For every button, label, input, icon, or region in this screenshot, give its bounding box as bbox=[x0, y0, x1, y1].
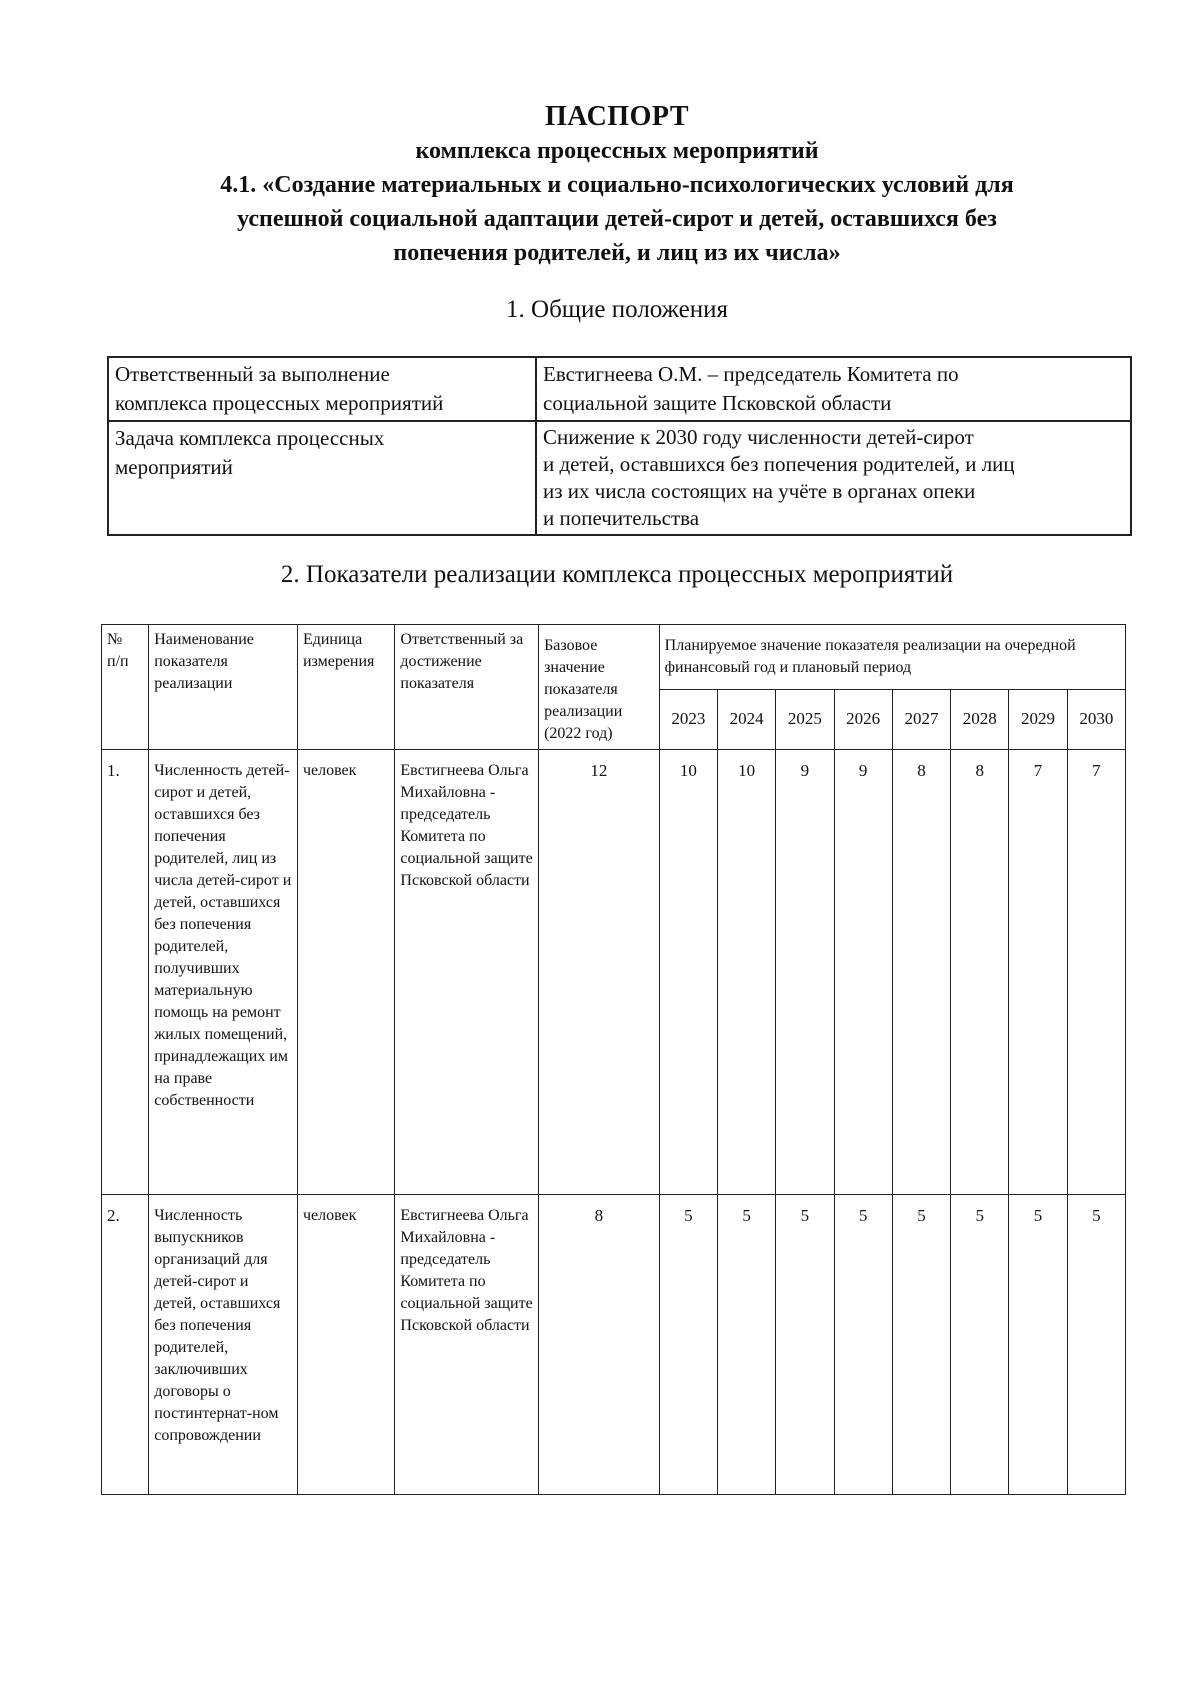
header-text: п/п bbox=[107, 653, 129, 670]
value-line: социальной защите Псковской области bbox=[543, 391, 892, 415]
document-header bbox=[0, 100, 1200, 270]
complex-name-line-1: 4.1. «Создание материальных и социально-психологических условий для bbox=[220, 172, 1014, 198]
column-header-base-value: Базовое значение показателя реализации (2022 год) bbox=[539, 625, 660, 750]
indicator-value-2029: 7 bbox=[1009, 750, 1067, 1195]
column-header-planned: Планируемое значение показателя реализации на очередной финансовый год и плановый период bbox=[659, 625, 1125, 690]
indicator-value-2026: 9 bbox=[834, 750, 892, 1195]
indicator-value-2023: 5 bbox=[659, 1195, 717, 1495]
indicator-value-2027: 5 bbox=[892, 1195, 950, 1495]
year-header: 2024 bbox=[717, 689, 775, 749]
general-value-cell bbox=[536, 357, 1131, 421]
row-number: 1. bbox=[102, 750, 149, 1195]
indicator-unit: человек bbox=[297, 750, 394, 1195]
indicators-table bbox=[101, 624, 1126, 1495]
year-header: 2030 bbox=[1067, 689, 1125, 749]
column-header-num bbox=[102, 625, 149, 750]
indicator-base-value: 8 bbox=[539, 1195, 660, 1495]
label-line: Ответственный за выполнение bbox=[115, 362, 390, 386]
header-text: № bbox=[107, 631, 123, 648]
indicator-name: Численность выпускников организаций для детей-сирот и детей, оставшихся без попечения родителей, заключивших договоры о постинтернат-ном сопровождении bbox=[149, 1195, 298, 1495]
indicator-value-2030: 5 bbox=[1067, 1195, 1125, 1495]
label-line: Задача комплекса процессных bbox=[115, 426, 385, 450]
indicator-value-2027: 8 bbox=[892, 750, 950, 1195]
section-2-heading: 2. Показатели реализации комплекса процессных мероприятий bbox=[280, 561, 954, 588]
table-row bbox=[102, 1195, 1126, 1495]
section-1-heading: 1. Общие положения bbox=[506, 296, 728, 323]
complex-name-line-2: успешной социальной адаптации детей-сирот и детей, оставшихся без bbox=[237, 206, 997, 232]
indicator-value-2025: 5 bbox=[776, 1195, 834, 1495]
indicator-value-2029: 5 bbox=[1009, 1195, 1067, 1495]
value-line: и детей, оставшихся без попечения родителей, и лиц bbox=[543, 452, 1015, 476]
indicator-unit: человек bbox=[297, 1195, 394, 1495]
indicator-value-2023: 10 bbox=[659, 750, 717, 1195]
row-number: 2. bbox=[102, 1195, 149, 1495]
indicator-value-2026: 5 bbox=[834, 1195, 892, 1495]
indicator-value-2024: 5 bbox=[717, 1195, 775, 1495]
value-line: Снижение к 2030 году численности детей-сирот bbox=[543, 425, 974, 449]
indicator-responsible: Евстигнеева Ольга Михайловна - председатель Комитета по социальной защите Псковской области bbox=[395, 1195, 539, 1495]
value-line: и попечительства bbox=[543, 506, 700, 530]
indicator-value-2024: 10 bbox=[717, 750, 775, 1195]
complex-name-line-3: попечения родителей, и лиц из их числа» bbox=[393, 240, 841, 266]
indicator-responsible: Евстигнеева Ольга Михайловна - председатель Комитета по социальной защите Псковской области bbox=[395, 750, 539, 1195]
column-header-name: Наименование показателя реализации bbox=[149, 625, 298, 750]
indicator-value-2028: 5 bbox=[951, 1195, 1009, 1495]
label-line: комплекса процессных мероприятий bbox=[115, 391, 444, 415]
document-subtitle: комплекса процессных мероприятий bbox=[415, 138, 819, 164]
general-provisions-table bbox=[107, 356, 1132, 536]
table-row bbox=[108, 357, 1131, 421]
year-header: 2023 bbox=[659, 689, 717, 749]
value-line: Евстигнеева О.М. – председатель Комитета по bbox=[543, 362, 959, 386]
general-value-cell bbox=[536, 421, 1131, 535]
year-header: 2029 bbox=[1009, 689, 1067, 749]
year-header: 2026 bbox=[834, 689, 892, 749]
indicator-name: Численность детей-сирот и детей, оставшихся без попечения родителей, лиц из числа детей-сирот и детей, оставшихся без попечения родителей, получивших материальную помощь на ремонт жилых помещений, принадлежащих им на праве собственности bbox=[149, 750, 298, 1195]
indicator-base-value: 12 bbox=[539, 750, 660, 1195]
column-header-unit: Единица измерения bbox=[297, 625, 394, 750]
indicator-value-2025: 9 bbox=[776, 750, 834, 1195]
year-header: 2025 bbox=[776, 689, 834, 749]
value-line: из их числа состоящих на учёте в органах опеки bbox=[543, 479, 976, 503]
indicator-value-2028: 8 bbox=[951, 750, 1009, 1195]
column-header-responsible: Ответственный за достижение показателя bbox=[395, 625, 539, 750]
table-row bbox=[108, 421, 1131, 535]
label-line: мероприятий bbox=[115, 455, 233, 479]
general-label-cell bbox=[108, 357, 536, 421]
document-title: ПАСПОРТ bbox=[544, 101, 689, 132]
year-header: 2028 bbox=[951, 689, 1009, 749]
year-header: 2027 bbox=[892, 689, 950, 749]
indicator-value-2030: 7 bbox=[1067, 750, 1125, 1195]
table-header-row bbox=[102, 625, 1126, 690]
general-label-cell bbox=[108, 421, 536, 535]
table-row bbox=[102, 750, 1126, 1195]
